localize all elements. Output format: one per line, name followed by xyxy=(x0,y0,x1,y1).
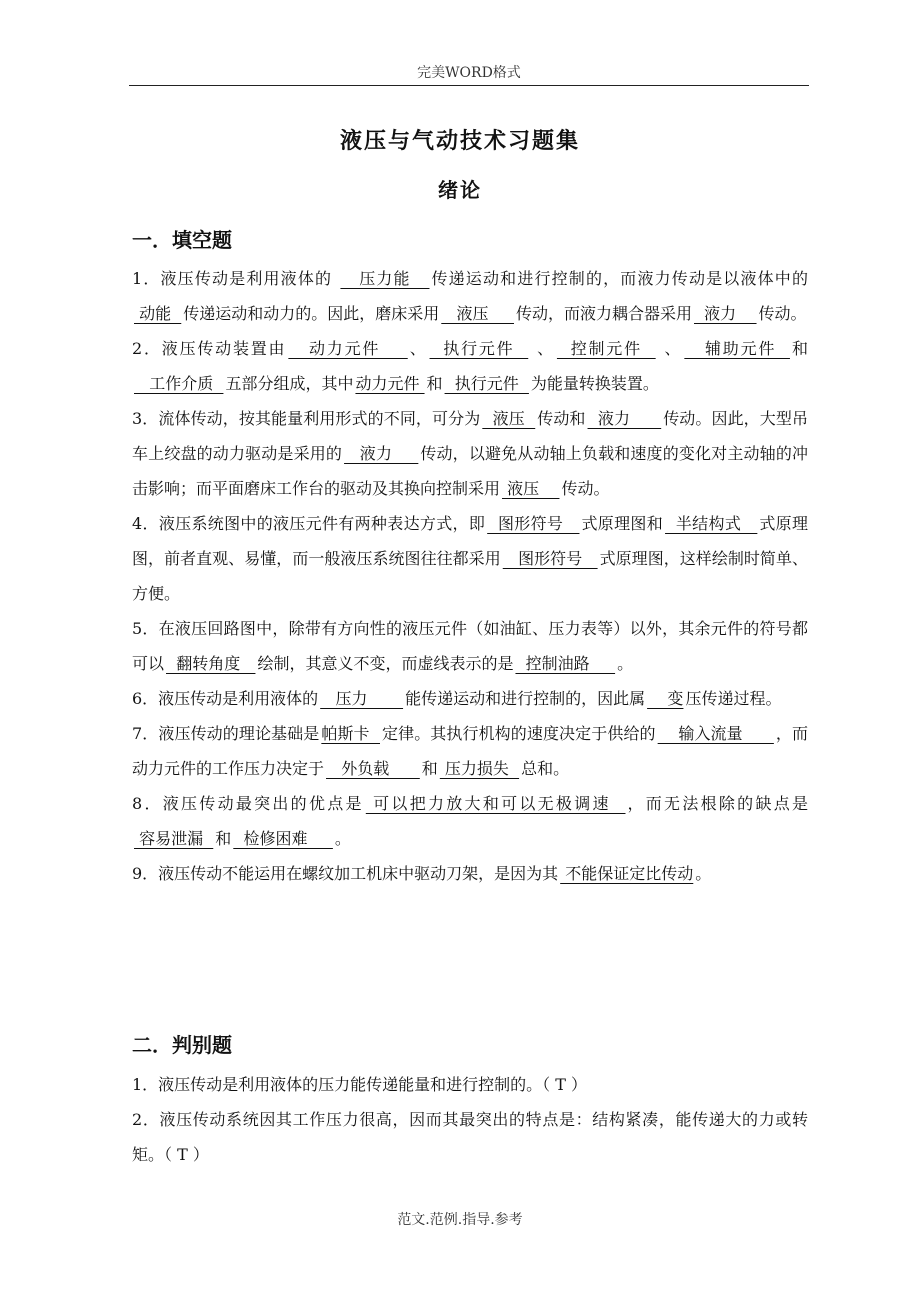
question-paragraph xyxy=(132,506,808,611)
answer-blank: 液压 xyxy=(441,304,514,323)
answer-blank: 控制油路 xyxy=(515,654,616,673)
question-text: 和 xyxy=(215,829,232,848)
answer-blank: 外负载 xyxy=(326,759,420,778)
question-text: 。 xyxy=(334,829,351,848)
answer-blank: 压力 xyxy=(320,689,404,708)
answer-blank: 容易泄漏 xyxy=(134,829,214,848)
answer-blank: 执行元件 xyxy=(429,339,529,358)
question-text: 3．流体传动，按其能量利用形式的不同，可分为 xyxy=(132,409,481,428)
answer-blank: 不能保证定比传动 xyxy=(560,864,694,883)
question-text: ，而无法根除的缺点是 xyxy=(627,794,808,813)
header-rule xyxy=(129,85,809,86)
question-text: 和 xyxy=(426,374,443,393)
answer-blank: 液力 xyxy=(344,444,419,463)
question-text: 5．在液压回路图中，除带有方向性的液压元件（如油缸、压力表等）以外，其余元件的符号都可以 xyxy=(132,619,808,673)
question-paragraph xyxy=(132,716,808,786)
answer-blank: 图形符号 xyxy=(487,514,580,533)
question-paragraph xyxy=(132,611,808,681)
question-paragraph xyxy=(132,401,808,506)
question-text: 传动。因此，大型吊车上绞盘的动力驱动是采用的 xyxy=(132,409,808,463)
judgement-question: 2．液压传动系统因其工作压力很高，因而其最突出的特点是：结构紧凑，能传递大的力或转矩。（ T ） xyxy=(132,1110,808,1164)
answer-blank: 半结构式 xyxy=(665,514,758,533)
answer-blank: 可以把力放大和可以无极调速 xyxy=(365,794,626,813)
question-text: 绘制，其意义不变，而虚线表示的是 xyxy=(257,654,514,673)
question-text: 五部分组成，其中 xyxy=(225,374,354,393)
question-text: 、 xyxy=(657,339,683,358)
answer-blank: 辅助元件 xyxy=(684,339,790,358)
question-paragraph xyxy=(132,261,808,331)
question-text: 总和。 xyxy=(521,759,570,778)
question-text: 式原理图，前者直观、易懂，而一般液压系统图往往都采用 xyxy=(132,514,808,568)
answer-blank: 工作介质 xyxy=(134,374,224,393)
answer-blank: 液力 xyxy=(694,304,757,323)
document-title: 液压与气动技术习题集 xyxy=(339,128,580,154)
page-footer: 范文.范例.指导.参考 xyxy=(397,1212,523,1228)
question-text: 式原理图和 xyxy=(581,514,664,533)
answer-blank: 动能 xyxy=(134,304,182,323)
question-text: 传动。 xyxy=(758,304,807,323)
question-text: ，而动力元件的工作压力决定于 xyxy=(132,724,808,778)
question-text: 传动，以避免从动轴上负载和速度的变化对主动轴的冲击影响；而平面磨床工作台的驱动及其换向控制采用 xyxy=(132,444,808,498)
question-text: 为能量转换装置。 xyxy=(530,374,659,393)
question-paragraph xyxy=(132,681,808,716)
answer-blank: 液力 xyxy=(587,409,662,428)
question-text: 传动，而液力耦合器采用 xyxy=(515,304,692,323)
answer-blank: 翻转角度 xyxy=(166,654,256,673)
question-paragraph xyxy=(132,331,808,401)
answer-blank: 压力能 xyxy=(340,269,430,288)
chapter-title: 绪论 xyxy=(438,178,482,202)
question-text: 。 xyxy=(695,864,712,883)
answer-blank: 压力损失 xyxy=(439,759,520,778)
answer-blank: 执行元件 xyxy=(444,374,529,393)
question-text: 传动和 xyxy=(537,409,586,428)
section-heading-fill-blank: 一．填空题 xyxy=(132,228,232,252)
question-text: 式原理图，这样绘制时简单、方便。 xyxy=(132,549,808,603)
question-text: 9．液压传动不能运用在螺纹加工机床中驱动刀架，是因为其 xyxy=(132,864,559,883)
true-false-questions xyxy=(132,1067,808,1172)
page-header: 完美WORD格式 xyxy=(417,65,521,81)
answer-blank: 检修困难 xyxy=(233,829,333,848)
answer-blank: 变 xyxy=(647,689,684,708)
answer-blank: 控制元件 xyxy=(556,339,656,358)
answer-blank: 帕斯卡 xyxy=(321,724,380,743)
question-paragraph xyxy=(132,786,808,856)
question-text: 。 xyxy=(617,654,634,673)
answer-blank: 输入流量 xyxy=(657,724,774,743)
answer-blank: 动力元件 xyxy=(288,339,408,358)
question-text: 压传递过程。 xyxy=(685,689,782,708)
question-text: 能传递运动和进行控制的，因此属 xyxy=(405,689,646,708)
question-text: 、 xyxy=(530,339,555,358)
question-text: 和 xyxy=(421,759,438,778)
question-text: 7．液压传动的理论基础是 xyxy=(132,724,320,743)
question-text: 定律。其执行机构的速度决定于供给的 xyxy=(382,724,656,743)
question-text: 4．液压系统图中的液压元件有两种表达方式，即 xyxy=(132,514,486,533)
question-paragraph xyxy=(132,856,808,891)
section-heading-true-false: 二．判别题 xyxy=(132,1033,232,1057)
fill-blank-questions xyxy=(132,261,808,891)
question-text: 1．液压传动是利用液体的 xyxy=(132,269,339,288)
question-text: 和 xyxy=(791,339,808,358)
question-text: 、 xyxy=(409,339,428,358)
question-text: 传递运动和进行控制的，而液力传动是以液体中的 xyxy=(431,269,808,288)
question-text: 传递运动和动力的。因此，磨床采用 xyxy=(183,304,440,323)
answer-blank: 动力元件 xyxy=(355,374,425,393)
answer-blank: 液压 xyxy=(482,409,536,428)
question-text: 传动。 xyxy=(561,479,610,498)
question-text: 6．液压传动是利用液体的 xyxy=(132,689,319,708)
judgement-question: 1．液压传动是利用液体的压力能传递能量和进行控制的。（ T ） xyxy=(132,1075,588,1094)
answer-blank: 图形符号 xyxy=(502,549,598,568)
question-text: 8．液压传动最突出的优点是 xyxy=(132,794,364,813)
question-text: 2．液压传动装置由 xyxy=(132,339,287,358)
answer-blank: 液压 xyxy=(502,479,560,498)
